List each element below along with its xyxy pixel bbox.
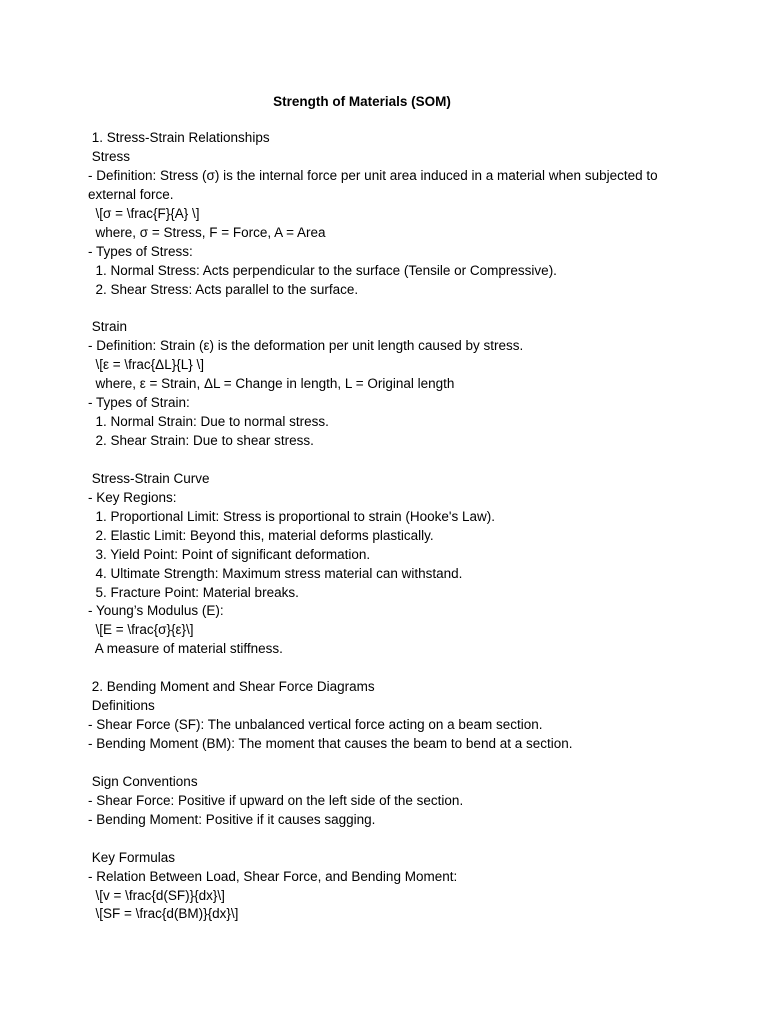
text-line: 2. Shear Stress: Acts parallel to the surface. — [88, 281, 359, 297]
text-line: Stress-Strain Curve — [88, 470, 210, 486]
text-line: 1. Normal Strain: Due to normal stress. — [88, 414, 329, 430]
text-line: where, ε = Strain, ΔL = Change in length, L = Original length — [88, 376, 455, 392]
text-line: - Types of Strain: — [88, 395, 190, 411]
document-title: Strength of Materials (SOM) — [273, 94, 451, 109]
text-line: Key Formulas — [88, 849, 176, 865]
text-line: 4. Ultimate Strength: Maximum stress material can withstand. — [88, 565, 463, 581]
text-line: - Types of Stress: — [88, 243, 193, 259]
text-line: - Definition: Stress (σ) is the internal force per unit area induced in a material when subjected to external force. — [88, 167, 662, 202]
text-line: Stress — [88, 148, 131, 164]
text-line: where, σ = Stress, F = Force, A = Area — [88, 224, 326, 240]
text-line: 2. Elastic Limit: Beyond this, material deforms plastically. — [88, 527, 434, 543]
text-line — [88, 299, 688, 318]
text-line: 2. Shear Strain: Due to shear stress. — [88, 433, 314, 449]
text-line — [88, 830, 688, 849]
text-line: - Definition: Strain (ε) is the deformation per unit length caused by stress. — [88, 338, 524, 354]
text-line — [88, 659, 688, 678]
text-line: 1. Proportional Limit: Stress is proportional to strain (Hooke's Law). — [88, 508, 495, 524]
text-line: 2. Bending Moment and Shear Force Diagrams — [88, 679, 375, 695]
text-line: Strain — [88, 319, 128, 335]
text-line: A measure of material stiffness. — [88, 641, 283, 657]
text-line: \[v = \frac{d(SF)}{dx}\] — [88, 887, 225, 903]
text-line: 1. Normal Stress: Acts perpendicular to the surface (Tensile or Compressive). — [88, 262, 557, 278]
text-line: - Shear Force: Positive if upward on the left side of the section. — [88, 792, 464, 808]
text-line: \[SF = \frac{d(BM)}{dx}\] — [88, 906, 239, 922]
text-line: - Key Regions: — [88, 489, 177, 505]
text-line: - Shear Force (SF): The unbalanced vertical force acting on a beam section. — [88, 717, 543, 733]
text-line: 1. Stress-Strain Relationships — [88, 130, 270, 145]
text-line: \[ε = \frac{ΔL}{L} \] — [88, 357, 204, 373]
text-line: Sign Conventions — [88, 773, 198, 789]
text-line: \[σ = \frac{F}{A} \] — [88, 205, 200, 221]
text-line: - Bending Moment: Positive if it causes sagging. — [88, 811, 376, 827]
text-line: - Bending Moment (BM): The moment that causes the beam to bend at a section. — [88, 736, 573, 752]
text-line: - Young’s Modulus (E): — [88, 603, 224, 619]
text-line: \[E = \frac{σ}{ε}\] — [88, 622, 194, 638]
text-line: 3. Yield Point: Point of significant deformation. — [88, 546, 371, 562]
document-body — [88, 129, 688, 924]
text-line — [88, 451, 688, 470]
text-line: 5. Fracture Point: Material breaks. — [88, 584, 299, 600]
text-line: Definitions — [88, 698, 155, 714]
text-line: - Relation Between Load, Shear Force, and Bending Moment: — [88, 868, 458, 884]
text-line — [88, 754, 688, 773]
